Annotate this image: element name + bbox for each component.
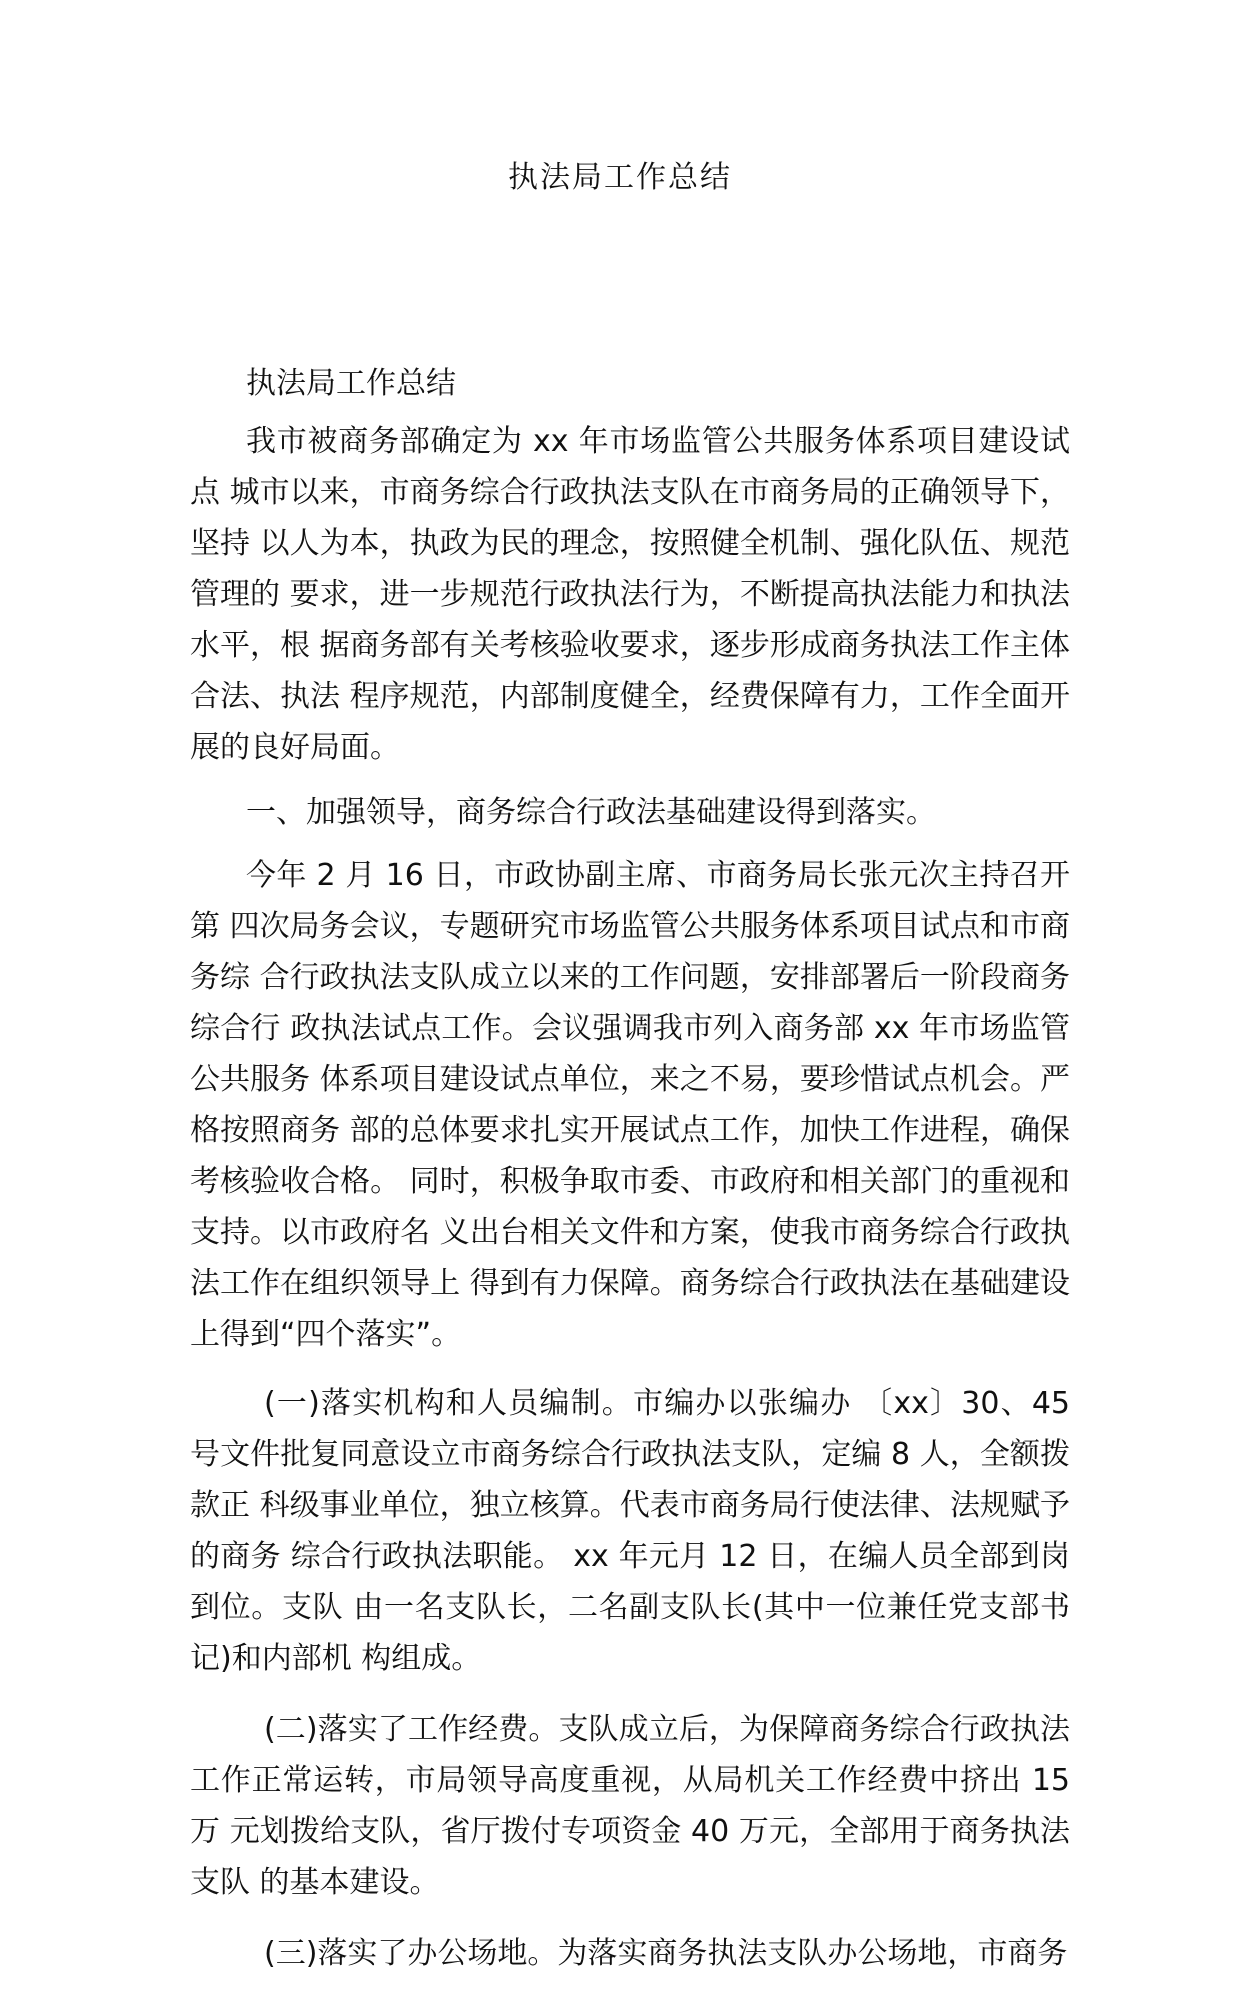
document-title: 执法局工作总结 — [508, 160, 732, 195]
section-heading: 一、加强领导，商务综合行政法基础建设得到落实。 — [246, 795, 936, 830]
intro-paragraph: 我市被商务部确定为 xx 年市场监管公共服务体系项目建设试点 城市以来，市商务综合行政执法支队在市商务局的正确领导下，坚持 以人为本，执政为民的理念，按照健全机制、强化队伍、规范管理的 要求，进一步规范行政执法行为，不断提高执法能力和执法水平，根 据商务部有关考核验收要求，逐步形成商务执法工作主体合法、执法 程序规范，内部制度健全，经费保障有力，工作全面开展的良好局面。 — [190, 424, 1070, 765]
meeting-paragraph: 今年 2 月 16 日，市政协副主席、市商务局长张元次主持召开第 四次局务会议，专题研究市场监管公共服务体系项目试点和市商务综 合行政执法支队成立以来的工作问题，安排部署后一阶段商务综合行 政执法试点工作。会议强调我市列入商务部 xx 年市场监管公共服务 体系项目建设试点单位，来之不易，要珍惜试点机会。严格按照商务 部的总体要求扎实开展试点工作，加快工作进程，确保考核验收合格。 同时，积极争取市委、市政府和相关部门的重视和支持。以市政府名 义出台相关文件和方案，使我市商务综合行政执法工作在组织领导上 得到有力保障。商务综合行政执法在基础建设上得到“四个落实”。 — [190, 858, 1070, 1352]
subsection-funding-paragraph: (二)落实了工作经费。支队成立后，为保障商务综合行政执法工作正常运转，市局领导高度重视，从局机关工作经费中挤出 15 万 元划拨给支队，省厅拨付专项资金 40 万元，全部用于商务执法支队 的基本建设。 — [190, 1712, 1070, 1900]
document-subtitle: 执法局工作总结 — [246, 366, 456, 401]
document-body — [190, 416, 1070, 1999]
subsection-staffing-paragraph: (一)落实机构和人员编制。市编办以张编办 〔xx〕30、45 号文件批复同意设立市商务综合行政执法支队，定编 8 人，全额拨款正 科级事业单位，独立核算。代表市商务局行使法律、法规赋予的商务 综合行政执法职能。 xx 年元月 12 日，在编人员全部到岗到位。支队 由一名支队长，二名副支队长(其中一位兼任党支部书记)和内部机 构组成。 — [190, 1386, 1070, 1676]
subsection-office-paragraph: (三)落实了办公场地。为落实商务执法支队办公场地，市商务 — [264, 1936, 1068, 1971]
